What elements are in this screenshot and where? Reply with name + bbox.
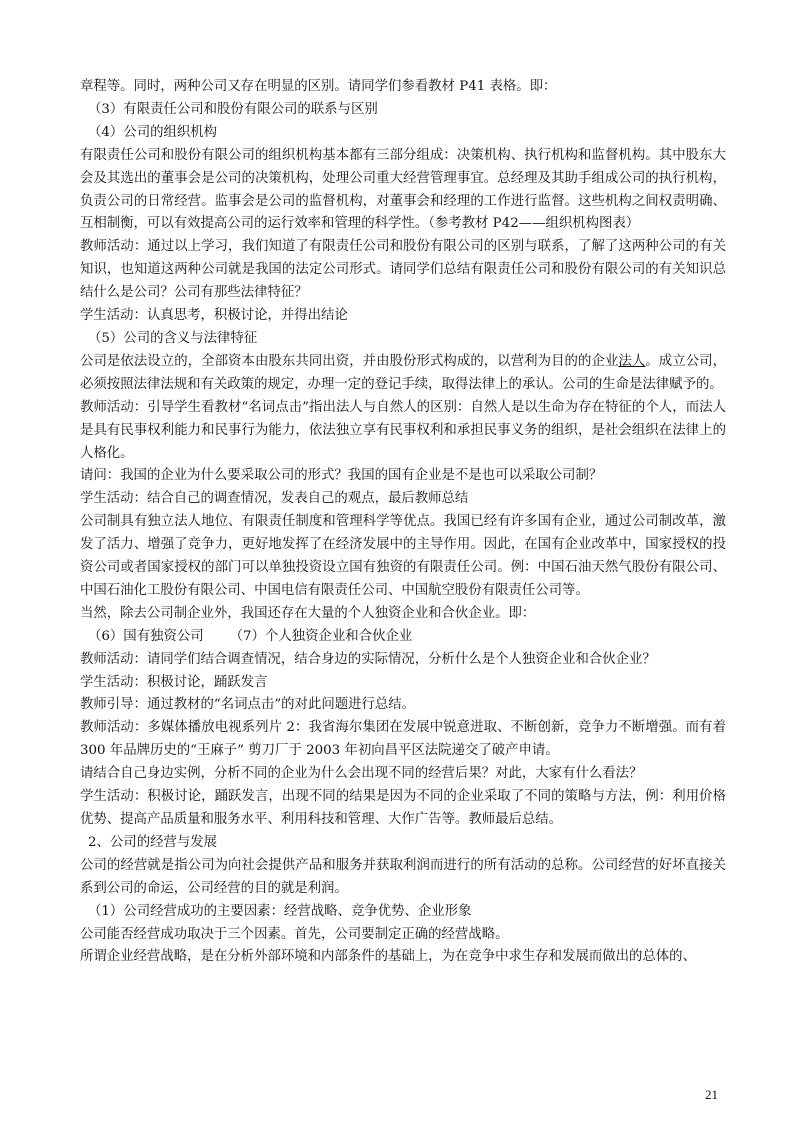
section-heading: 2、公司的经营与发展 xyxy=(88,834,218,850)
paragraph-text: 。成立公司，必须按照法律法规和有关政策的规定，办理一定的登记手续，取得法律上的承认。公司的生命是法律赋予的。 xyxy=(80,353,727,392)
paragraph: 教师活动：请同学们结合调查情况，结合身边的实际情况，分析什么是个人独资企业和合伙企业？ xyxy=(80,651,656,667)
section-heading: （1）公司经营成功的主要因素：经营战略、竞争优势、企业形象 xyxy=(88,903,472,919)
paragraph: 有限责任公司和股份有限公司的组织机构基本都有三部分组成：决策机构、执行机构和监督机构。其中股东大会及其选出的董事会是公司的决策机构，处理公司重大经营管理事宜。总经理及其助手组成公司的执行机构，负责公司的日常经营。监事会是公司的监督机构，对董事会和经理的工作进行监督。这些机构之间权责明确、互相制衡，可以有效提高公司的运行效率和管理的科学性。（参考教材 P42——组织机构图表） xyxy=(80,147,726,232)
paragraph: 所谓企业经营战略，是在分析外部环境和内部条件的基础上，为在竞争中求生存和发展而做出的总体的、 xyxy=(80,949,696,965)
paragraph: 当然，除去公司制企业外，我国还存在大量的个人独资企业和合伙企业。即： xyxy=(80,605,536,621)
paragraph: 学生活动：积极讨论，踊跃发言 xyxy=(80,674,268,690)
paragraph: 教师活动：通过以上学习，我们知道了有限责任公司和股份有限公司的区别与联系，了解了这两种公司的有关知识，也知道这两种公司就是我国的法定公司形式。请同学们总结有限责任公司和股份有限公司的有关知识总结什么是公司？公司有那些法律特征？ xyxy=(80,239,726,301)
paragraph: 教师活动：引导学生看教材“名词点击”指出法人与自然人的区别：自然人是以生命为存在特征的个人，而法人是具有民事权利能力和民事行为能力，依法独立享有民事权利和承担民事义务的组织，是社会组织在法律上的人格化。 xyxy=(80,399,726,461)
section-heading-a: （6）国有独资公司 xyxy=(88,628,204,644)
paragraph: 学生活动：结合自己的调查情况，发表自己的观点，最后教师总结 xyxy=(80,491,469,507)
paragraph: 教师活动：多媒体播放电视系列片 2：我省海尔集团在发展中锐意进取、不断创新，竞争力不断增强。而有着 300 年品牌历史的“王麻子” 剪刀厂于 2003 年初向昌平区法院递交了破产申请。 xyxy=(80,720,726,759)
page-number: 21 xyxy=(705,1087,718,1102)
paragraph: 公司能否经营成功取决于三个因素。首先，公司要制定正确的经营战略。 xyxy=(80,926,509,942)
paragraph: 学生活动：积极讨论，踊跃发言，出现不同的结果是因为不同的企业采取了不同的策略与方法，例：利用价格优势、提高产品质量和服务水平、利用科技和管理、大作广告等。教师最后总结。 xyxy=(80,789,726,827)
paragraph: 请问：我国的企业为什么要采取公司的形式？我国的国有企业是不是也可以采取公司制？ xyxy=(80,468,603,484)
page-body-text xyxy=(80,76,726,969)
paragraph: 教师引导：通过教材的“名词点击”的对此问题进行总结。 xyxy=(80,697,416,713)
section-heading: （4）公司的组织机构 xyxy=(88,124,218,140)
paragraph: 公司的经营就是指公司为向社会提供产品和服务并获取利润而进行的所有活动的总称。公司经营的好坏直接关系到公司的命运，公司经营的目的就是利润。 xyxy=(80,857,726,896)
paragraph: 章程等。同时，两种公司又存在明显的区别。请同学们参看教材 P41 表格。即： xyxy=(80,79,557,94)
paragraph: 请结合自己身边实例，分析不同的企业为什么会出现不同的经营后果？对此，大家有什么看法？ xyxy=(80,766,643,782)
paragraph: 学生活动：认真思考，积极讨论，并得出结论 xyxy=(80,308,348,324)
paragraph-text: 公司是依法设立的，全部资本由股东共同出资，并由股份形式构成的，以营利为目的的企业 xyxy=(80,353,619,369)
paragraph: 公司制具有独立法人地位、有限责任制度和管理科学等优点。我国已经有许多国有企业，通过公司制改革，激发了活力、增强了竞争力，更好地发挥了在经济发展中的主导作用。因此，在国有企业改革中，国家授权的投资公司或者国家授权的部门可以单独投资设立国有独资的有限责任公司。例：中国石油天然气股份有限公司、中国石油化工股份有限公司、中国电信有限责任公司、中国航空股份有限责任公司等。 xyxy=(80,514,726,598)
underlined-term: 法人 xyxy=(618,353,646,369)
section-heading-b: （7）个人独资企业和合伙企业 xyxy=(229,628,413,644)
section-heading xyxy=(80,626,726,649)
paragraph xyxy=(80,351,726,397)
section-heading: （3）有限责任公司和股份有限公司的联系与区别 xyxy=(88,101,378,117)
section-heading: （5）公司的含义与法律特征 xyxy=(88,330,258,346)
